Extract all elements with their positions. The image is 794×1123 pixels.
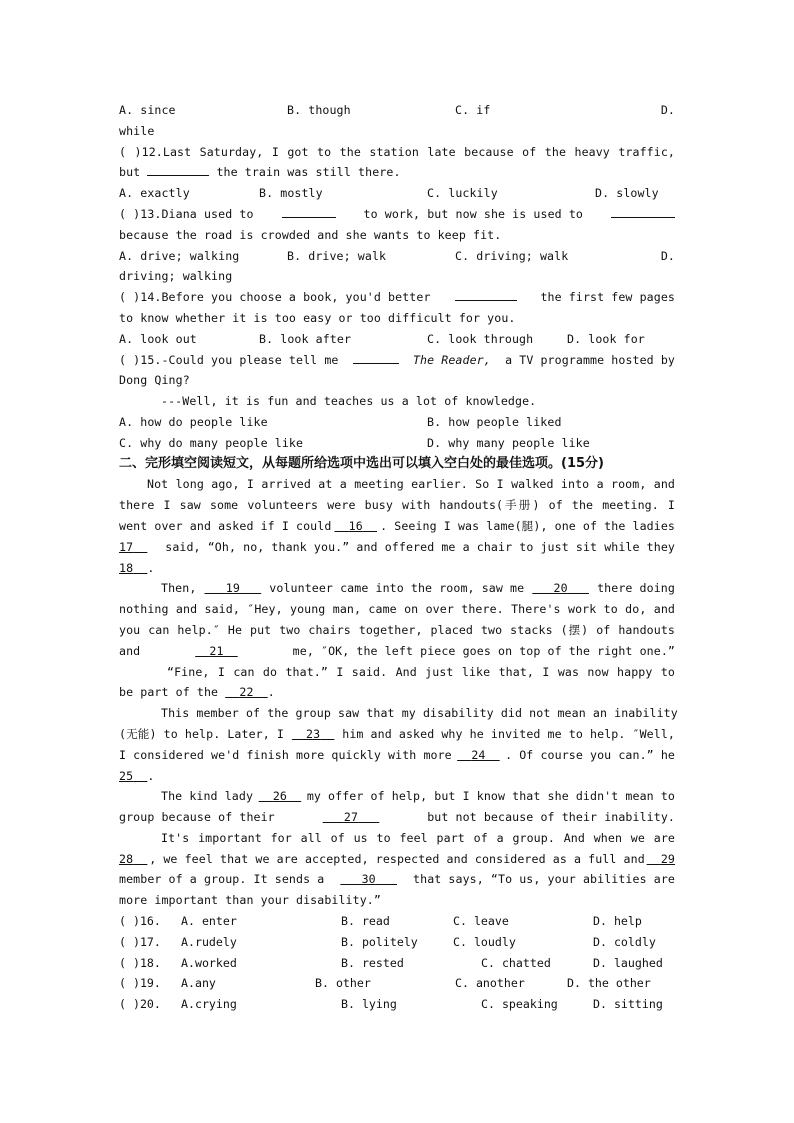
answer-blank [353, 350, 399, 364]
q14-stem: ( )14.Before you choose a book, you'd better the first few pages [119, 287, 675, 308]
option-c: C. why do many people like [119, 435, 304, 450]
q15-stem: ( )15.-Could you please tell me The Reader, a TV programme hosted by [119, 350, 675, 371]
option-b: B. drive; walk [287, 248, 387, 263]
cloze-blank-16: 16 [348, 518, 363, 533]
q13-stem-2: because the road is crowded and she wants to keep fit. [119, 227, 502, 242]
passage-line: you can help.″ He put two chairs together, placed two stacks (摆) of handouts [119, 622, 675, 637]
passage-line: member of a group. It sends a 30 that says, “To us, your abilities are [119, 869, 675, 890]
option-b: B. mostly [259, 186, 323, 201]
section-heading: 二、完形填空阅读短文，从每题所给选项中选出可以填入空白处的最佳选项。(15分) [119, 455, 604, 471]
cloze-blank-26: 26 [272, 789, 288, 804]
option-a: A. drive; walking [119, 248, 240, 263]
cloze-blank-22: 22 [239, 685, 254, 700]
answer-blank [611, 204, 675, 218]
q13-options [119, 246, 675, 267]
passage-line: 28 , we feel that we are accepted, respected and considered as a full and 29 [119, 849, 675, 870]
q13-option-d-cont: driving; walking [119, 269, 233, 284]
cloze-blank-24: 24 [471, 747, 486, 762]
option-a: A. exactly [119, 186, 190, 201]
passage-line: nothing and said, ″Hey, young man, came on over there. There's work to do, and [119, 602, 675, 617]
q11-option-d-cont: while [119, 123, 155, 138]
q13-stem: ( )13.Diana used to to work, but now she is used to [119, 204, 675, 225]
cloze-option-row: ( )17. A.rudely B. politely C. loudly D. coldly [119, 934, 656, 949]
cloze-blank-18: 18 [119, 560, 134, 575]
option-c: C. if [455, 103, 491, 117]
q14-options [119, 329, 675, 350]
option-a: A. how do people like [119, 414, 268, 429]
option-d: D. why many people like [427, 435, 590, 450]
cloze-option-row: ( )16. A. enter B. read C. leave D. help [119, 914, 642, 929]
cloze-blank-28: 28 [119, 851, 134, 866]
passage-line: 17 said, “Oh, no, thank you.” and offered me a chair to just sit while they [119, 537, 675, 558]
passage-line: 18 . [119, 560, 155, 575]
passage-line: and 21 me, ″OK, the left piece goes on top of the right one.” [119, 641, 675, 662]
cloze-blank-29: 29 [660, 851, 675, 866]
cloze-blank-19: 19 [225, 581, 240, 596]
q12-options [119, 183, 675, 204]
q15-options-2 [119, 433, 675, 454]
passage-line: Not long ago, I arrived at a meeting earlier. So I walked into a room, and [147, 477, 675, 492]
passage-line: more important than your disability.” [119, 893, 381, 908]
q12-stem: ( )12.Last Saturday, I got to the station late because of the heavy traffic, [119, 144, 675, 159]
cloze-option-row: ( )20. A.crying B. lying C. speaking D. sitting [119, 997, 663, 1012]
passage-line: Then, 19 volunteer came into the room, saw me 20 there doing [119, 578, 675, 599]
option-d: D. [660, 103, 675, 117]
answer-blank [282, 204, 336, 218]
worksheet-page [119, 100, 678, 1015]
passage-line: group because of their 27 but not because of their inability. [119, 807, 675, 828]
passage-line: “Fine, I can do that.” I said. And just like that, I was now happy to [167, 664, 675, 679]
passage-line: 25 . [119, 768, 155, 783]
passage-line: there I saw some volunteers were busy with handouts(手册) of the meeting. I [119, 498, 675, 513]
passage-line: The kind lady 26 my offer of help, but I know that she didn't mean to [119, 786, 675, 807]
option-d: D. [660, 248, 675, 263]
passage-line: This member of the group saw that my disability did not mean an inability [161, 706, 678, 721]
passage-line: (无能) to help. Later, I 23 him and asked why he invited me to help. ″Well, [119, 724, 675, 745]
q12-stem-2: but the train was still there. [119, 162, 675, 183]
cloze-blank-30: 30 [361, 872, 376, 887]
cloze-blank-20: 20 [553, 581, 568, 596]
option-d: D. slowly [595, 186, 659, 201]
passage-line: I considered we'd finish more quickly with more 24 . Of course you can.” he [119, 745, 675, 766]
cloze-blank-21: 21 [209, 643, 224, 658]
option-c: C. driving; walk [455, 248, 569, 263]
option-c: C. look through [427, 331, 534, 346]
q15-options-1 [119, 412, 675, 433]
passage-line: It's important for all of us to feel part of a group. And when we are [161, 830, 675, 845]
option-b: B. look after [259, 331, 352, 346]
q11-options [119, 100, 675, 121]
option-a: A. since [119, 103, 176, 117]
option-a: A. look out [119, 331, 197, 346]
cloze-blank-25: 25 [119, 768, 134, 783]
cloze-blank-17: 17 [119, 539, 134, 554]
q15-stem-3: ---Well, it is fun and teaches us a lot of knowledge. [161, 394, 537, 409]
passage-line: went over and asked if I could 16 . Seeing I was lame(腿), one of the ladies [119, 516, 675, 537]
q15-stem-2: Dong Qing? [119, 373, 190, 388]
answer-blank [455, 287, 517, 301]
cloze-option-row: ( )18. A.worked B. rested C. chatted D. laughed [119, 955, 663, 970]
passage-line: be part of the 22 . [119, 685, 275, 700]
programme-title: The Reader, [412, 352, 491, 367]
option-d: D. look for [567, 331, 645, 346]
cloze-blank-27: 27 [343, 810, 359, 825]
q14-stem-2: to know whether it is too easy or too difficult for you. [119, 310, 516, 325]
cloze-option-row: ( )19. A.any B. other C. another D. the other [119, 976, 651, 991]
option-b: B. how people liked [427, 414, 562, 429]
answer-blank [147, 162, 209, 176]
cloze-blank-23: 23 [306, 726, 321, 741]
option-c: C. luckily [427, 186, 498, 201]
option-b: B. though [287, 103, 351, 117]
